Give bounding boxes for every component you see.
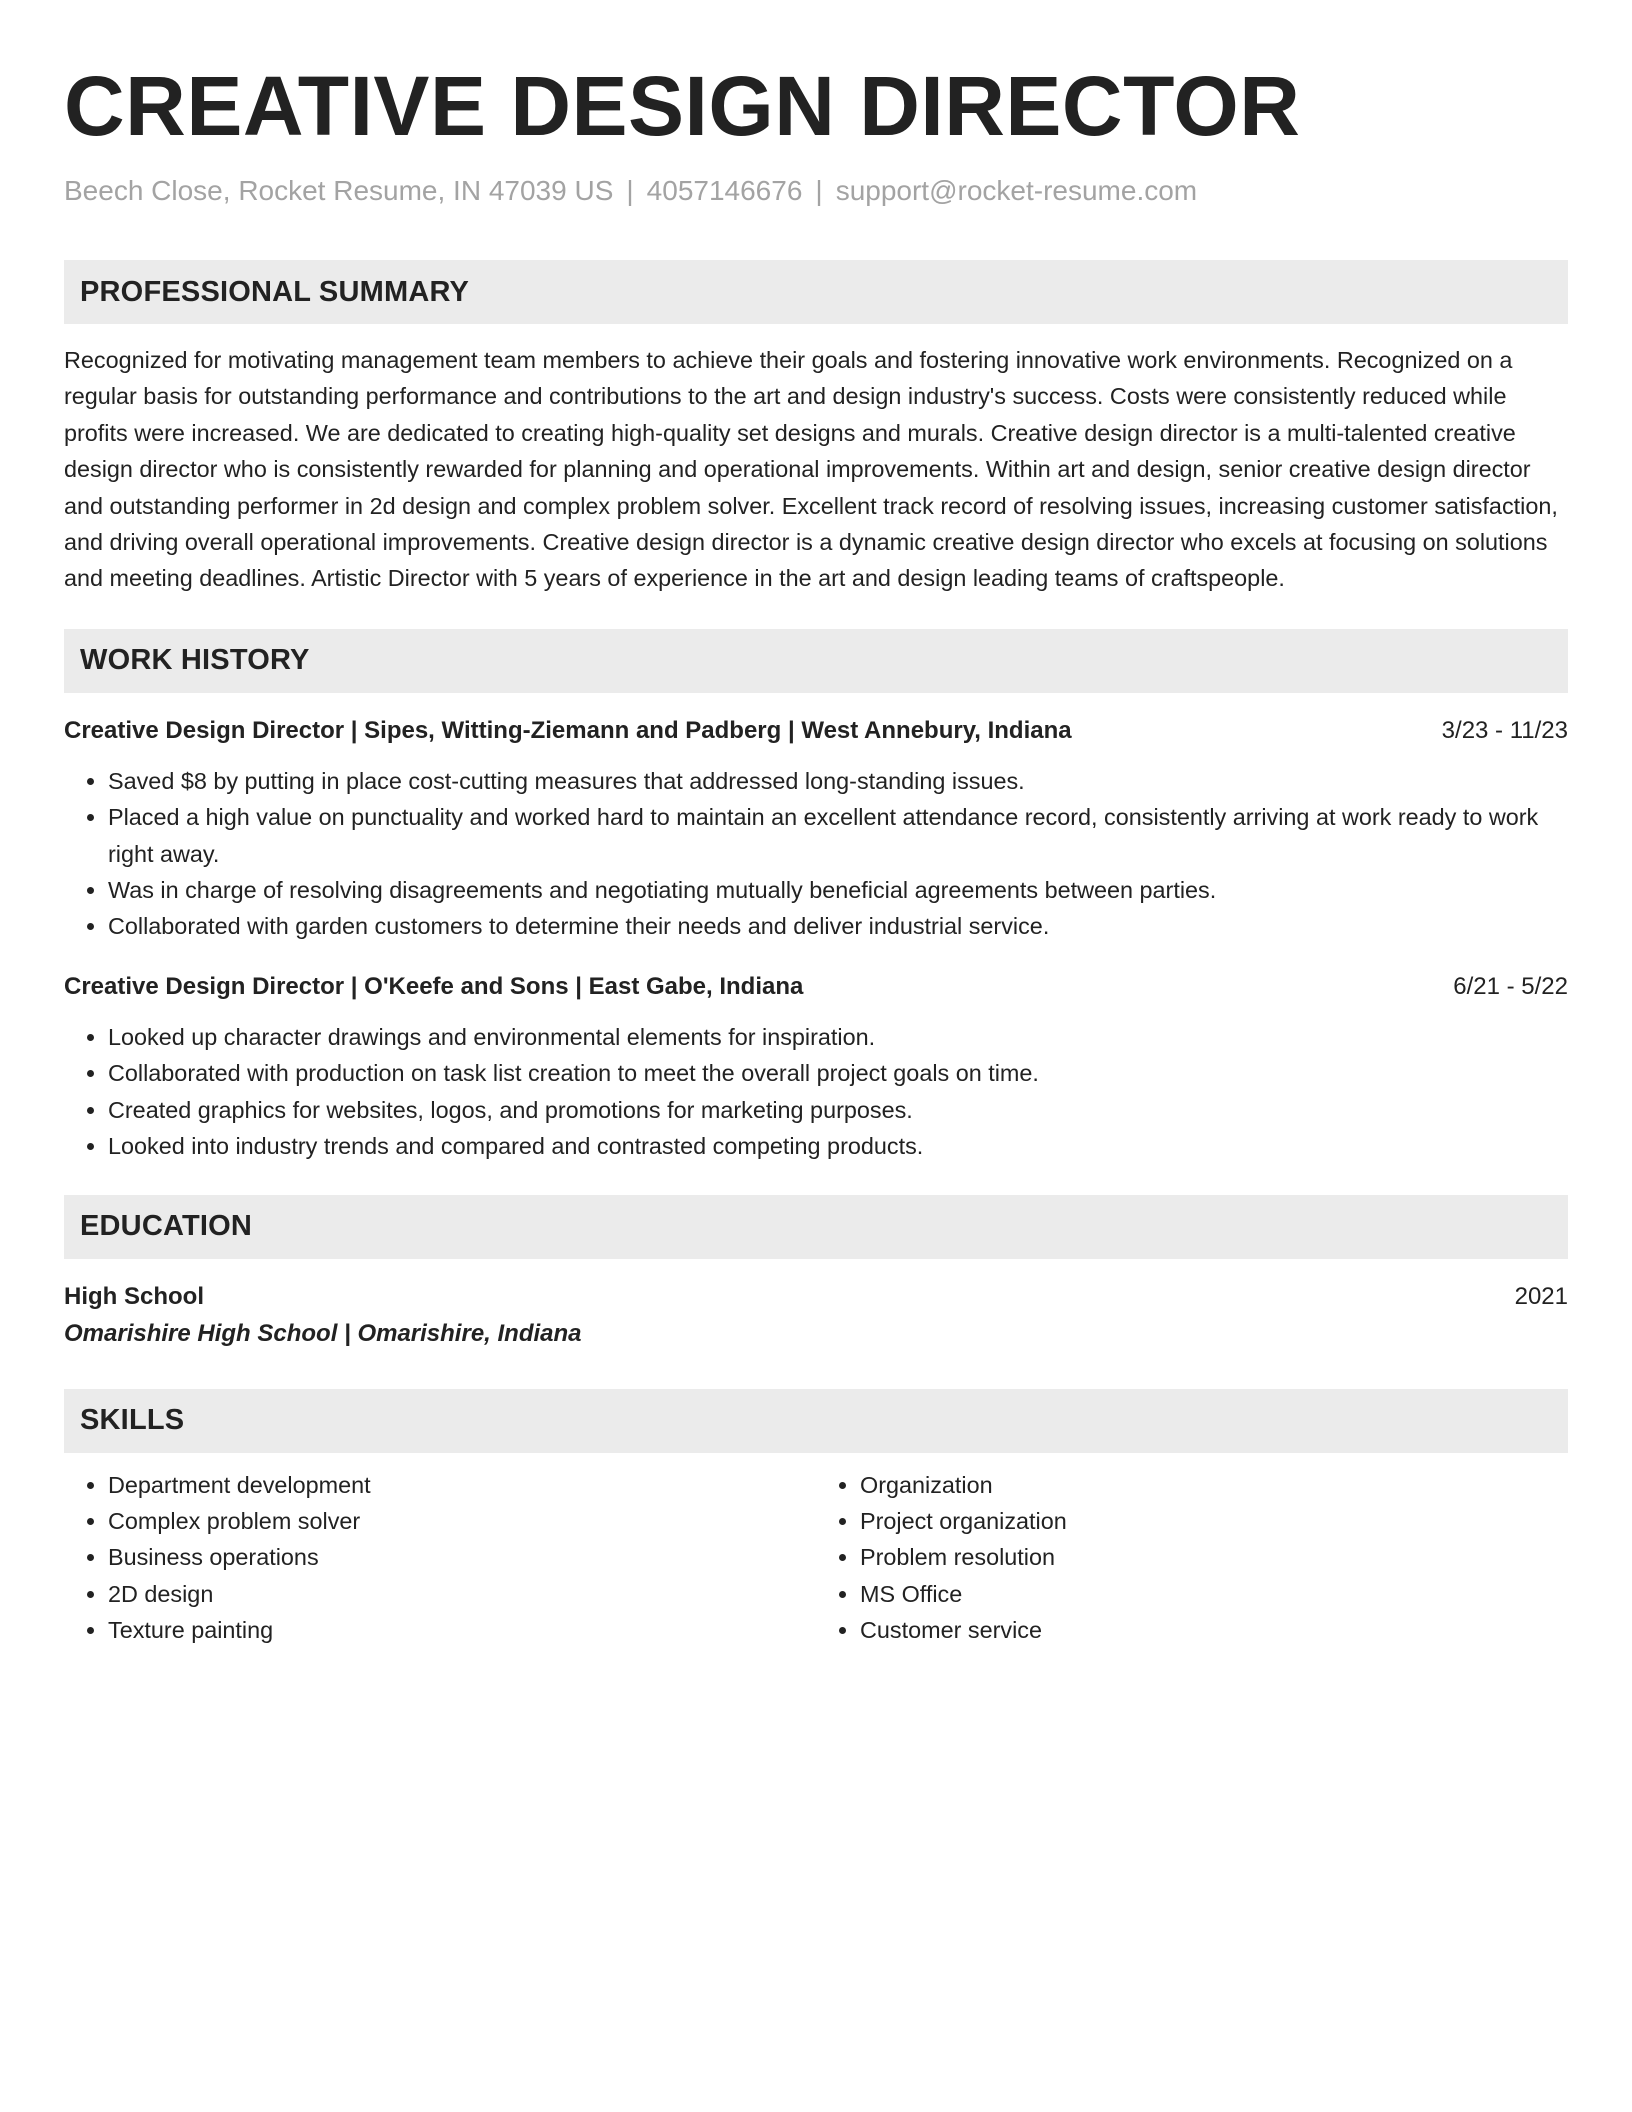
work-history-section <box>64 629 1568 1165</box>
job-bullet: • Placed a high value on punctuality and worked hard to maintain an excellent attendance record, consistently arriving at work ready to work right away. <box>108 799 1568 872</box>
job-title: Creative Design Director | Sipes, Witting-Ziemann and Padberg | West Annebury, Indiana <box>64 716 1072 744</box>
education-year: 2021 <box>1514 1282 1568 1310</box>
skills-list-right <box>816 1467 1568 1649</box>
job-dates: 6/21 - 5/22 <box>1453 972 1568 1000</box>
skill-item: • Problem resolution <box>860 1539 1568 1575</box>
skill-item: • Department development <box>108 1467 816 1503</box>
education-section <box>64 1195 1568 1353</box>
skill-item: • MS Office <box>860 1576 1568 1612</box>
job-entry <box>64 713 1568 945</box>
job-header <box>64 969 1568 1005</box>
contact-line <box>64 174 1568 208</box>
skill-item: • Business operations <box>108 1539 816 1575</box>
education-header <box>64 1279 1568 1315</box>
job-bullet: • Collaborated with garden customers to determine their needs and deliver industrial service. <box>108 908 1568 944</box>
skill-item: • Customer service <box>860 1612 1568 1648</box>
skills-columns <box>64 1467 1568 1649</box>
job-bullet: • Looked up character drawings and environmental elements for inspiration. <box>108 1019 1568 1055</box>
job-bullet: • Created graphics for websites, logos, and promotions for marketing purposes. <box>108 1092 1568 1128</box>
section-heading-skills: SKILLS <box>64 1389 1568 1453</box>
contact-address: Beech Close, Rocket Resume, IN 47039 US <box>64 175 614 206</box>
job-bullet: • Was in charge of resolving disagreements and negotiating mutually beneficial agreements between parties. <box>108 872 1568 908</box>
job-bullet: • Collaborated with production on task list creation to meet the overall project goals on time. <box>108 1055 1568 1091</box>
contact-phone: 4057146676 <box>646 175 803 206</box>
contact-separator: | <box>626 175 634 206</box>
section-heading-work-history: WORK HISTORY <box>64 629 1568 693</box>
resume-name-title: CREATIVE DESIGN DIRECTOR <box>64 59 1301 153</box>
job-dates: 3/23 - 11/23 <box>1441 716 1568 744</box>
education-entry <box>64 1279 1568 1353</box>
summary-paragraph: Recognized for motivating management team members to achieve their goals and fostering innovative work environments. Recognized on a regular basis for outstanding performance and contributions to the art and design industry's success. Costs were consistently reduced while profits were increased. We are dedicated to creating high-quality set designs and murals. Creative design director is a multi-talented creative design director who is consistently rewarded for planning and operational improvements. Within art and design, senior creative design director and outstanding performer in 2d design and complex problem solver. Excellent track record of resolving issues, increasing customer satisfaction, and driving overall operational improvements. Creative design director is a dynamic creative design director who excels at focusing on solutions and meeting deadlines. Artistic Director with 5 years of experience in the art and design leading teams of craftspeople. <box>64 347 1558 592</box>
job-entry <box>64 969 1568 1165</box>
skills-section <box>64 1389 1568 1649</box>
skill-item: • Complex problem solver <box>108 1503 816 1539</box>
summary-section <box>64 260 1568 597</box>
education-school: Omarishire High School | Omarishire, Indiana <box>64 1319 582 1347</box>
job-bullet: • Looked into industry trends and compared and contrasted competing products. <box>108 1128 1568 1164</box>
job-header <box>64 713 1568 749</box>
section-heading-education: EDUCATION <box>64 1195 1568 1259</box>
education-degree: High School <box>64 1282 204 1310</box>
job-bullet: • Saved $8 by putting in place cost-cutting measures that addressed long-standing issues. <box>108 763 1568 799</box>
job-title: Creative Design Director | O'Keefe and Sons | East Gabe, Indiana <box>64 972 804 1000</box>
skill-item: • 2D design <box>108 1576 816 1612</box>
skills-list-left <box>64 1467 816 1649</box>
contact-email: support@rocket-resume.com <box>835 175 1198 206</box>
skill-item: • Texture painting <box>108 1612 816 1648</box>
skill-item: • Organization <box>860 1467 1568 1503</box>
job-bullet-list <box>64 763 1568 945</box>
contact-separator: | <box>815 175 823 206</box>
job-bullet-list <box>64 1019 1568 1165</box>
section-heading-summary: PROFESSIONAL SUMMARY <box>64 260 1568 324</box>
skill-item: • Project organization <box>860 1503 1568 1539</box>
